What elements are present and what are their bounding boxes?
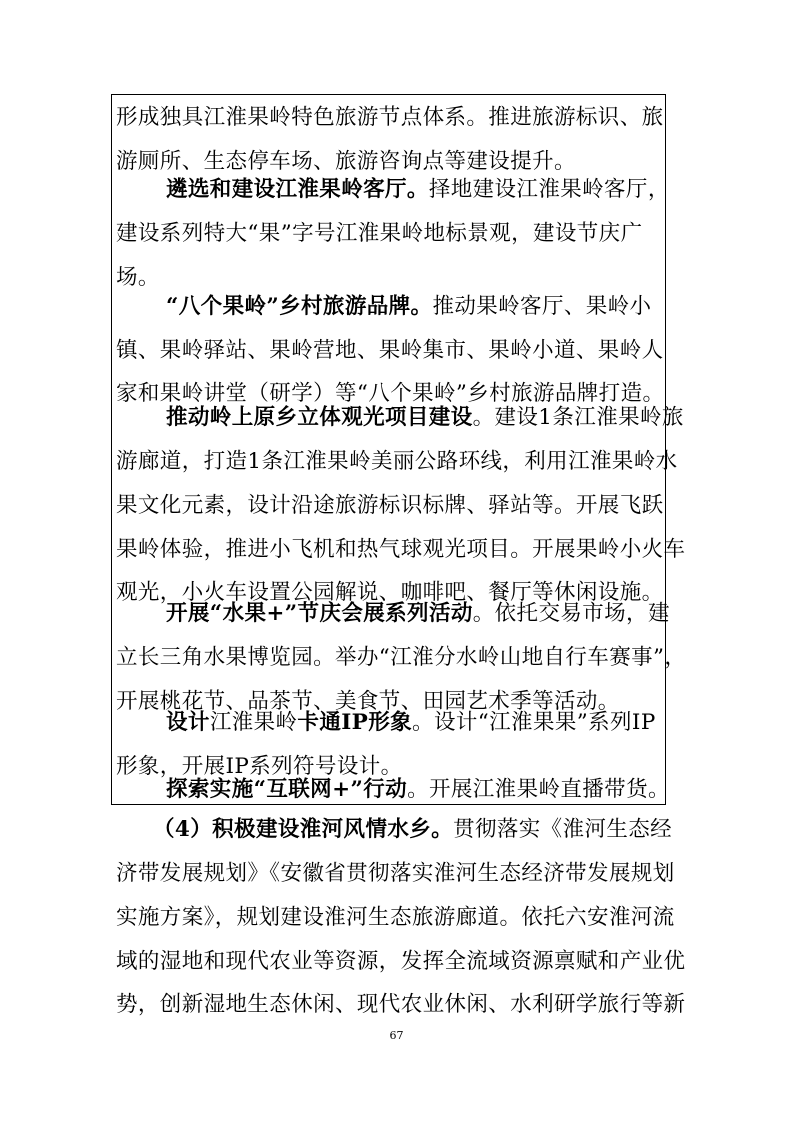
text-line [166,775,670,805]
body-text: 。设计“江淮果果”系列IP [412,710,656,735]
text-line [116,535,685,565]
body-text: 贯彻落实《淮河生态经 [453,817,673,842]
body-text: 场。 [116,265,160,290]
text-line [116,990,685,1020]
bold-heading-text: 开展“水果+”节庆会展系列活动 [166,601,473,626]
bold-heading-text: “八个果岭”乡村旅游品牌。 [166,294,433,319]
body-text: 济带发展规划》《安徽省贯彻落实淮河生态经济带发展规划 [116,861,675,886]
body-text: 实施方案》，规划建设淮河生态旅游廊道。依托六安淮河流 [116,905,675,930]
body-text: 择地建设江淮果岭客厅， [428,177,670,202]
bold-heading-text: 推动岭上原乡立体观光项目建设 [166,405,473,430]
text-line [116,903,675,933]
body-text: 游厕所、生态停车场、旅游咨询点等建设提升。 [116,149,576,174]
body-text: 势，创新湿地生态休闲、现代农业休闲、水利研学旅行等新 [116,992,686,1017]
text-line [116,947,685,977]
text-line [166,708,656,738]
body-text: 果文化元素，设计沿途旅游标识标牌、驿站等。开展飞跃 [116,493,664,518]
text-line [116,491,664,521]
body-text: 家和果岭讲堂（研学）等“八个果岭”乡村旅游品牌打造。 [116,381,665,406]
body-text: 。开展江淮果岭直播带货。 [407,777,670,802]
text-line [166,403,684,433]
body-text: 游廊道，打造1条江淮果岭美丽公路环线，利用江淮果岭水 [116,449,678,474]
bold-heading-text: （4）积极建设淮河风情水乡。 [153,817,454,842]
text-line [116,219,643,249]
text-line [116,147,576,177]
text-line [116,643,686,673]
body-text: 观光，小火车设置公园解说、咖啡吧、餐厅等休闲设施。 [116,580,664,605]
body-text: 。依托交易市场，建 [472,601,670,626]
page-number: 67 [389,1029,404,1042]
body-text: 。建设1条江淮果岭旅 [472,405,684,430]
body-text: 立长三角水果博览园。举办“江淮分水岭山地自行车赛事”， [116,645,687,670]
body-text: 开展桃花节、品茶节、美食节、田园艺术季等活动。 [116,689,620,714]
text-line [153,815,672,845]
bold-heading-text: 卡通IP形象 [297,710,413,735]
text-line [116,336,664,366]
text-line [166,599,670,629]
text-line [166,175,670,205]
bold-heading-text: 探索实施“互联网+”行动 [166,777,408,802]
body-text: 域的湿地和现代农业等资源，发挥全流域资源禀赋和产业优 [116,949,686,974]
body-text: 形象，开展IP系列符号设计。 [116,754,403,779]
bold-heading-text: 遴选和建设江淮果岭客厅。 [166,177,429,202]
text-line [116,263,160,293]
text-line [166,292,651,322]
text-line [116,859,675,889]
text-line [116,103,664,133]
body-text: 果岭体验，推进小飞机和热气球观光项目。开展果岭小火车 [116,537,686,562]
body-text: 江淮果岭 [209,710,298,735]
body-text: 镇、果岭驿站、果岭营地、果岭集市、果岭小道、果岭人 [116,338,664,363]
text-line [116,447,678,477]
body-text: 推动果岭客厅、果岭小 [432,294,652,319]
body-text: 建设系列特大“果”字号江淮果岭地标景观，建设节庆广 [116,221,643,246]
body-text: 形成独具江淮果岭特色旅游节点体系。推进旅游标识、旅 [116,105,664,130]
bold-heading-text: 设计 [166,710,210,735]
